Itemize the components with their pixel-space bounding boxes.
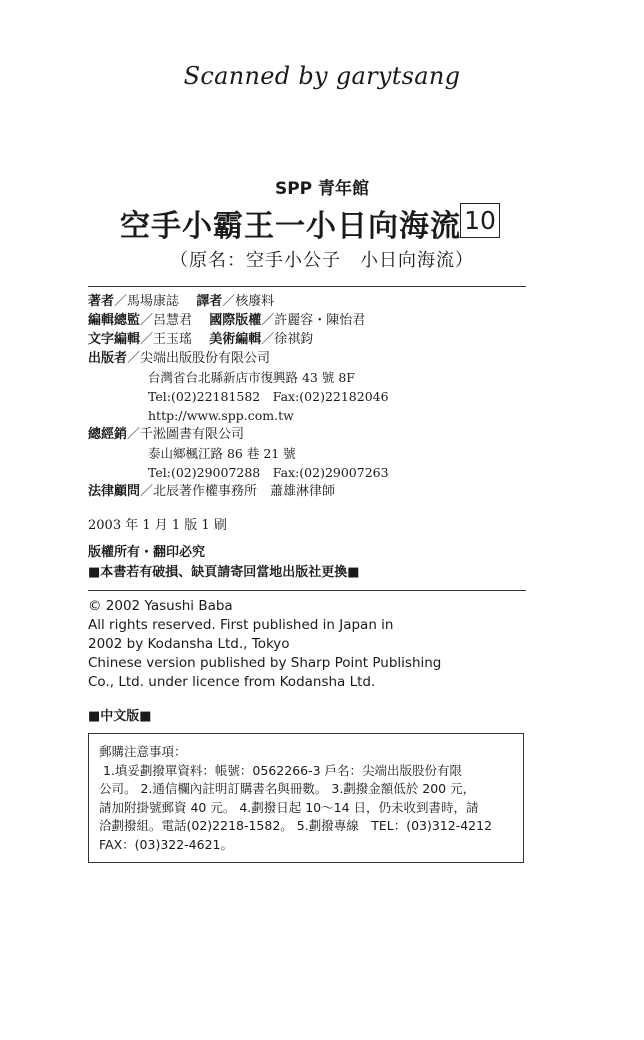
- volume-number: 10: [460, 203, 500, 238]
- chief-editor-name: 呂慧君: [153, 313, 193, 328]
- original-title: （原名：空手小公子 小日向海流）: [170, 250, 474, 271]
- text-editor-name: 王玉瑤: [153, 332, 193, 347]
- copyright-line: © 2002 Yasushi Baba: [88, 598, 233, 614]
- credit-row-author: 著者／馬場康誌 譯者／核廢料: [88, 294, 275, 309]
- copyright-line: 2002 by Kodansha Ltd., Tokyo: [88, 636, 290, 652]
- legal-label: 法律顧問: [88, 484, 141, 499]
- distributor-name: 千淞圖書有限公司: [140, 427, 245, 442]
- publisher-phone: Tel:(02)22181582 Fax:(02)22182046: [148, 389, 389, 404]
- mail-order-title: 郵購注意事項：: [99, 744, 187, 759]
- copyright-block: [88, 597, 441, 692]
- publisher-website: http://www.spp.com.tw: [148, 408, 294, 423]
- publisher-label: 出版者: [88, 351, 128, 366]
- distributor-address: 泰山鄉楓江路 86 巷 21 號: [148, 446, 296, 461]
- art-editor-label: 美術編輯: [209, 332, 262, 347]
- credit-row-publisher: 出版者／尖端出版股份有限公司: [88, 351, 271, 366]
- author-label: 著者: [88, 294, 115, 309]
- credit-row-text-editor: 文字編輯／王玉瑤 美術編輯／徐祺鈞: [88, 332, 314, 347]
- imprint-name: SPP 青年館: [274, 179, 370, 199]
- copyright-line: Chinese version published by Sharp Point Publishing: [88, 655, 442, 671]
- mail-order-text: [99, 743, 492, 854]
- mail-order-box: [88, 733, 524, 863]
- legal-counsel: 北辰著作權事務所 蕭雄淋律師: [153, 484, 336, 499]
- distributor-phone: Tel:(02)29007288 Fax:(02)29007263: [148, 465, 389, 480]
- art-editor-name: 徐祺鈞: [274, 332, 314, 347]
- intl-rights-label: 國際版權: [209, 313, 262, 328]
- intl-rights-names: 許麗容・陳怡君: [274, 313, 366, 328]
- text-editor-label: 文字編輯: [88, 332, 141, 347]
- translator-label: 譯者: [196, 294, 223, 309]
- mail-order-line: 公司。 2.通信欄內註明訂購書名與冊數。 3.劃撥金額低於 200 元，: [99, 781, 476, 796]
- credit-row-chief-editor: 編輯總監／呂慧君 國際版權／許麗容・陳怡君: [88, 313, 366, 328]
- publisher-address: 台灣省台北縣新店市復興路 43 號 8F: [148, 370, 355, 385]
- rights-block: [88, 543, 360, 583]
- mail-order-line: 洽劃撥組。電話(02)2218-1582。 5.劃撥專線 TEL：(03)312-4212: [99, 818, 493, 833]
- scanner-credit: Scanned by garytsang: [183, 62, 461, 90]
- publication-date: 2003 年 1 月 1 版 1 刷: [88, 518, 227, 533]
- copyright-line: All rights reserved. First published in Japan in: [88, 617, 394, 633]
- copyright-line: Co., Ltd. under licence from Kodansha Ltd.: [88, 674, 376, 690]
- mail-order-line: FAX：(03)322-4621。: [99, 836, 233, 852]
- mail-order-line: 請加附掛號郵資 40 元。 4.劃撥日起 10～14 日，仍未收到書時，請: [99, 799, 479, 815]
- distributor-label: 總經銷: [88, 427, 128, 442]
- credit-row-legal: 法律顧問／北辰著作權事務所 蕭雄淋律師: [88, 484, 336, 499]
- divider: [88, 286, 526, 287]
- credits-block: [88, 292, 389, 501]
- mail-order-line: 1.填妥劃撥單資料：帳號：0562266-3 戶名：尖端出版股份有限: [103, 762, 463, 778]
- damage-notice: ■本書若有破損、缺頁請寄回當地出版社更換■: [88, 565, 360, 580]
- credit-row-distributor: 總經銷／千淞圖書有限公司: [88, 427, 245, 442]
- author-name: 馬場康誌: [127, 294, 180, 309]
- edition-label: ■中文版■: [88, 709, 152, 724]
- divider: [88, 590, 526, 591]
- publisher-name: 尖端出版股份有限公司: [140, 351, 271, 366]
- rights-notice: 版權所有・翻印必究: [88, 545, 206, 560]
- book-title: 空手小霸王一小日向海流: [120, 209, 461, 244]
- chief-editor-label: 編輯總監: [88, 313, 141, 328]
- translator-name: 核廢料: [235, 294, 275, 309]
